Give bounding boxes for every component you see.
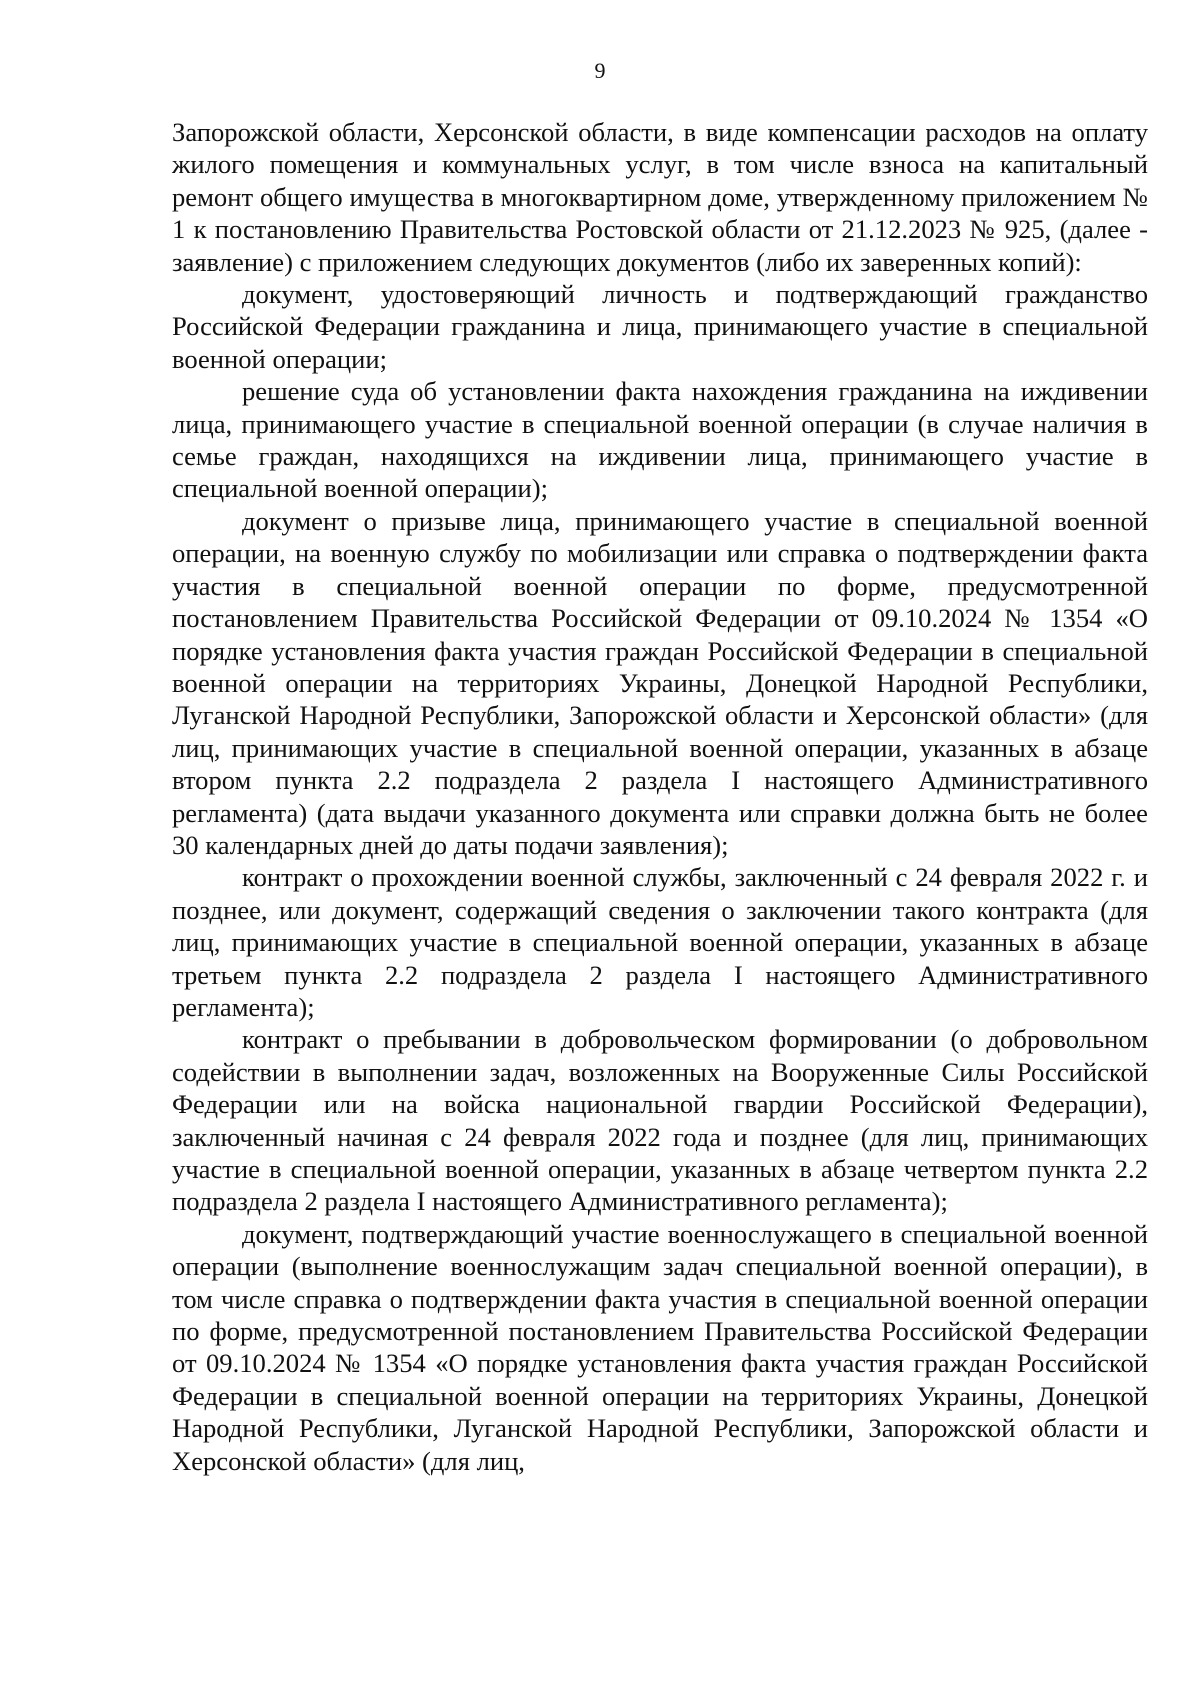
paragraph-mobilization-document: документ о призыве лица, принимающего участие в специальной военной операции, на военную службу по мобилизации или справка о подтверждении факта участия в специальной военной операции по форме, предусмотренной постановлением Правительства Российской Федерации от 09.10.2024 № 1354 «О порядке установления факта участия граждан Российской Федерации в специальной военной операции на территориях Украины, Донецкой Народной Республики, Луганской Народной Республики, Запорожской области и Херсонской области» (для лиц, принимающих участие в специальной военной операции, указанных в абзаце втором пункта 2.2 подраздела 2 раздела I настоящего Административного регламента) (дата выдачи указанного документа или справки должна быть не более 30 календарных дней до даты подачи заявления); [172, 505, 1148, 860]
paragraph-identity-document: документ, удостоверяющий личность и подтверждающий гражданство Российской Федерации гражданина и лица, принимающего участие в специальной военной операции; [172, 279, 1148, 374]
page-number: 9 [594, 58, 606, 83]
paragraph-participation-document: документ, подтверждающий участие военнослужащего в специальной военной операции (выполнение военнослужащим задач специальной военной операции), в том числе справка о подтверждении факта участия в специальной военной операции по форме, предусмотренной постановлением Правительства Российской Федерации от 09.10.2024 № 1354 «О порядке установления факта участия граждан Российской Федерации в специальной военной операции на территориях Украины, Донецкой Народной Республики, Луганской Народной Республики, Запорожской области и Херсонской области» (для лиц, [172, 1218, 1148, 1476]
document-body [172, 116, 1148, 1477]
paragraph-volunteer-contract: контракт о пребывании в добровольческом формировании (о добровольном содействии в выполнении задач, возложенных на Вооруженные Силы Российской Федерации или на войска национальной гвардии Российской Федерации), заключенный начиная с 24 февраля 2022 года и позднее (для лиц, принимающих участие в специальной военной операции, указанных в абзаце четвертом пункта 2.2 подраздела 2 раздела I настоящего Административного регламента); [172, 1024, 1148, 1217]
paragraph-application-continuation: Запорожской области, Херсонской области, в виде компенсации расходов на оплату жилого помещения и коммунальных услуг, в том числе взноса на капитальный ремонт общего имущества в многоквартирном доме, утвержденному приложением № 1 к постановлению Правительства Ростовской области от 21.12.2023 № 925, (далее - заявление) с приложением следующих документов (либо их заверенных копий): [172, 117, 1148, 277]
paragraph-court-decision: решение суда об установлении факта нахождения гражданина на иждивении лица, принимающего участие в специальной военной операции (в случае наличия в семье граждан, находящихся на иждивении лица, принимающего участие в специальной военной операции); [172, 376, 1148, 504]
paragraph-military-contract: контракт о прохождении военной службы, заключенный с 24 февраля 2022 г. и позднее, или документ, содержащий сведения о заключении такого контракта (для лиц, принимающих участие в специальной военной операции, указанных в абзаце третьем пункта 2.2 подраздела 2 раздела I настоящего Административного регламента); [172, 862, 1148, 1022]
